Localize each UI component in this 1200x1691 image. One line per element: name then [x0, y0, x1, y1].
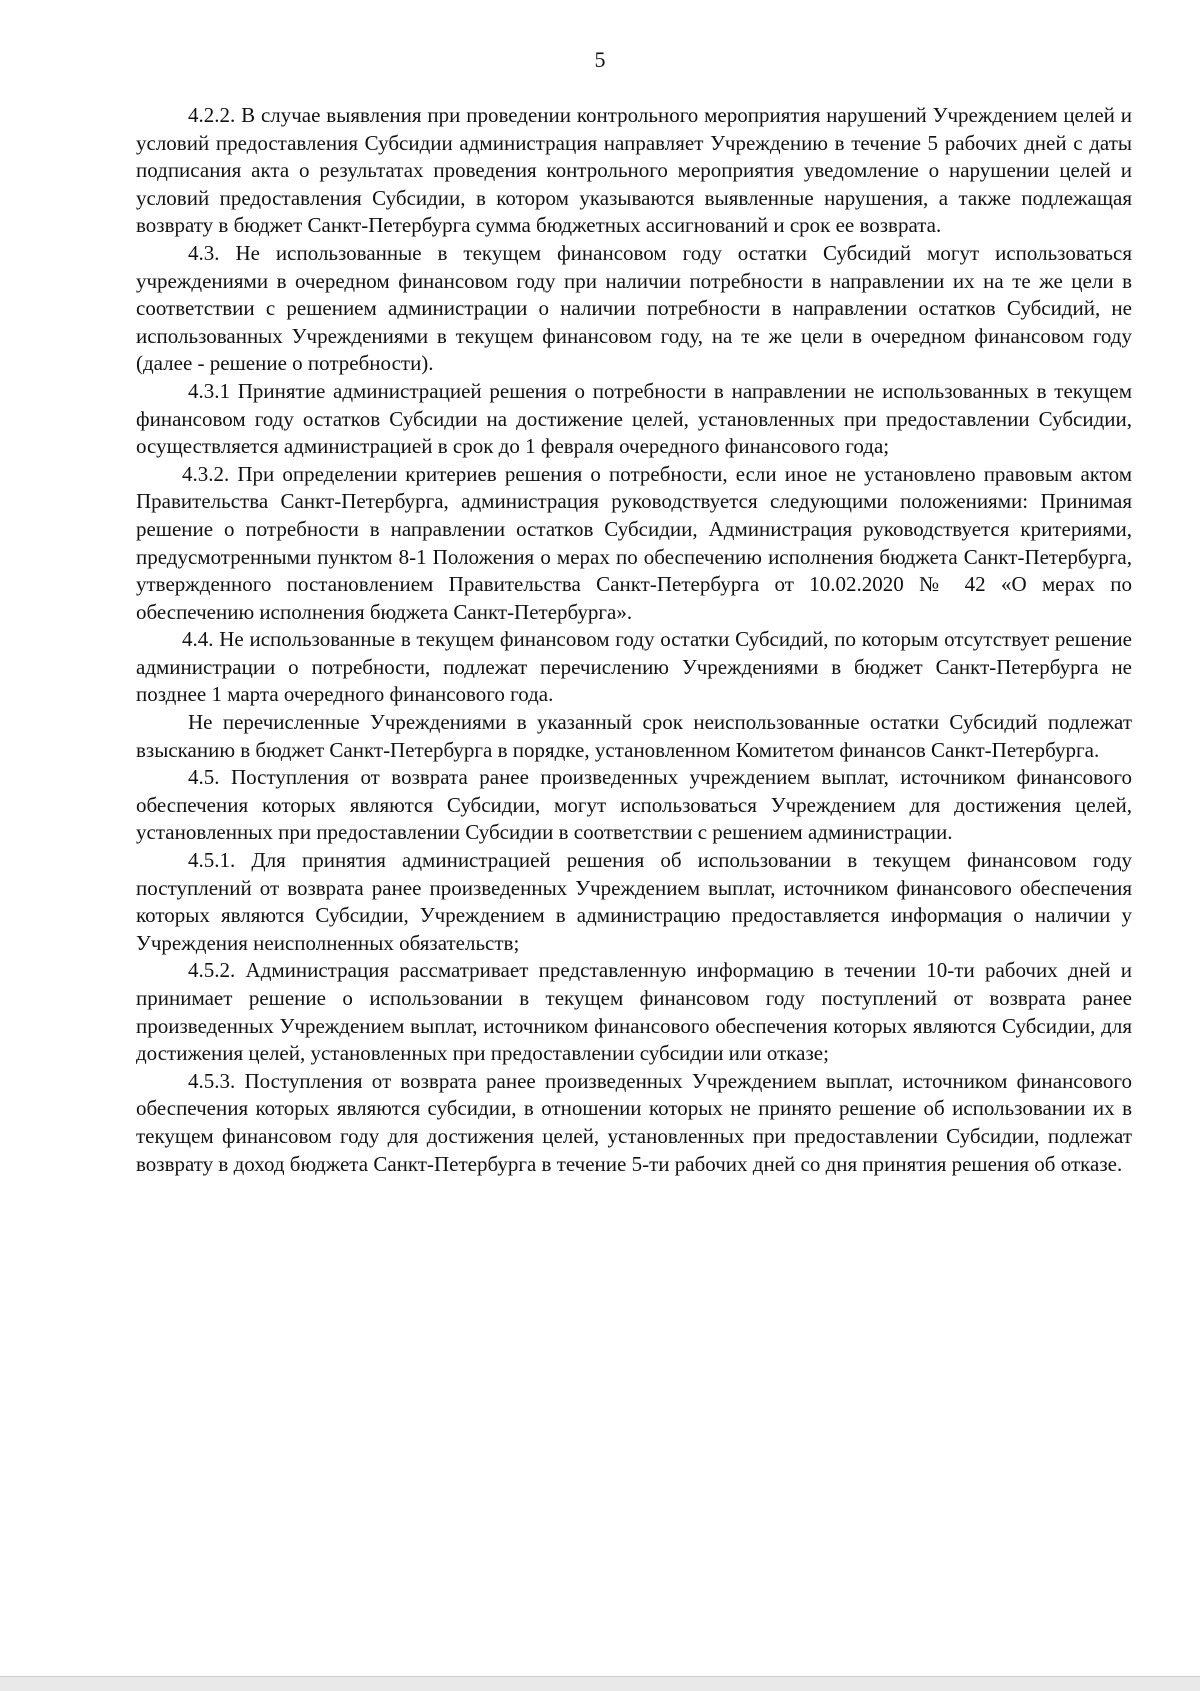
page-bottom-edge — [0, 1676, 1200, 1691]
paragraph-4-3-1: 4.3.1 Принятие администрацией решения о потребности в направлении не использованных в текущем финансовом году остатков Субсидии на достижение целей, установленных при предоставлении Субсидии, осуществляется администрацией в срок до 1 февраля очередного финансового года; — [136, 378, 1132, 459]
paragraph-4-3: 4.3. Не использованные в текущем финансовом году остатки Субсидий могут использоваться учреждениями в очередном финансовом году при наличии потребности в направлении их на те же цели в соответствии с решением администрации о наличии потребности в направлении остатков Субсидий, не использованных Учреждениями в текущем финансовом году, на те же цели в очередном финансовом году (далее - решение о потребности). — [136, 240, 1132, 376]
paragraph-4-4: 4.4. Не использованные в текущем финансовом году остатки Субсидий, по которым отсутствует решение администрации о потребности, подлежат перечислению Учреждениями в бюджет Санкт-Петербурга не позднее 1 марта очередного финансового года. — [136, 627, 1132, 707]
document-body — [136, 102, 1132, 1178]
paragraph-4-2-2: 4.2.2. В случае выявления при проведении контрольного мероприятия нарушений Учреждением целей и условий предоставления Субсидии администрация направляет Учреждению в течение 5 рабочих дней с даты подписания акта о результатах проведения контрольного мероприятия уведомление о нарушении целей и условий предоставления Субсидии, в котором указываются выявленные нарушения, а также подлежащая возврату в бюджет Санкт-Петербурга сумма бюджетных ассигнований и срок ее возврата. — [136, 103, 1132, 238]
paragraph-4-4-continued: Не перечисленные Учреждениями в указанный срок неиспользованные остатки Субсидий подлежат взысканию в бюджет Санкт-Петербурга в порядке, установленном Комитетом финансов Санкт-Петербурга. — [136, 710, 1132, 762]
page-number: 5 — [594, 47, 606, 72]
paragraph-4-3-2: 4.3.2. При определении критериев решения о потребности, если иное не установлено правовым актом Правительства Санкт-Петербурга, администрация руководствуется следующими положениями: Принимая решение о потребности в направлении остатков Субсидии, Администрация руководствуется критериями, предусмотренными пунктом 8-1 Положения о мерах по обеспечению исполнения бюджета Санкт-Петербурга, утвержденного постановлением Правительства Санкт-Петербурга от 10.02.2020 № 42 «О мерах по обеспечению исполнения бюджета Санкт-Петербурга». — [136, 461, 1132, 624]
paragraph-4-5-3: 4.5.3. Поступления от возврата ранее произведенных Учреждением выплат, источником финансового обеспечения которых являются субсидии, в отношении которых не принято решение об использовании их в текущем финансовом году для достижения целей, установленных при предоставлении Субсидии, подлежат возврату в доход бюджета Санкт-Петербурга в течение 5-ти рабочих дней со дня принятия решения об отказе. — [136, 1068, 1132, 1176]
paragraph-4-5-2: 4.5.2. Администрация рассматривает представленную информацию в течении 10-ти рабочих дней и принимает решение о использовании в текущем финансовом году поступлений от возврата ранее произведенных Учреждением выплат, источником финансового обеспечения которых являются Субсидии, для достижения целей, установленных при предоставлении субсидии или отказе; — [136, 958, 1132, 1066]
paragraph-4-5: 4.5. Поступления от возврата ранее произведенных учреждением выплат, источником финансового обеспечения которых являются Субсидии, могут использоваться Учреждением для достижения целей, установленных при предоставлении Субсидии в соответствии с решением администрации. — [136, 765, 1132, 845]
paragraph-4-5-1: 4.5.1. Для принятия администрацией решения об использовании в текущем финансовом году поступлений от возврата ранее произведенных Учреждением выплат, источником финансового обеспечения которых являются Субсидии, Учреждением в администрацию предоставляется информация о наличии у Учреждения неисполненных обязательств; — [136, 848, 1132, 955]
